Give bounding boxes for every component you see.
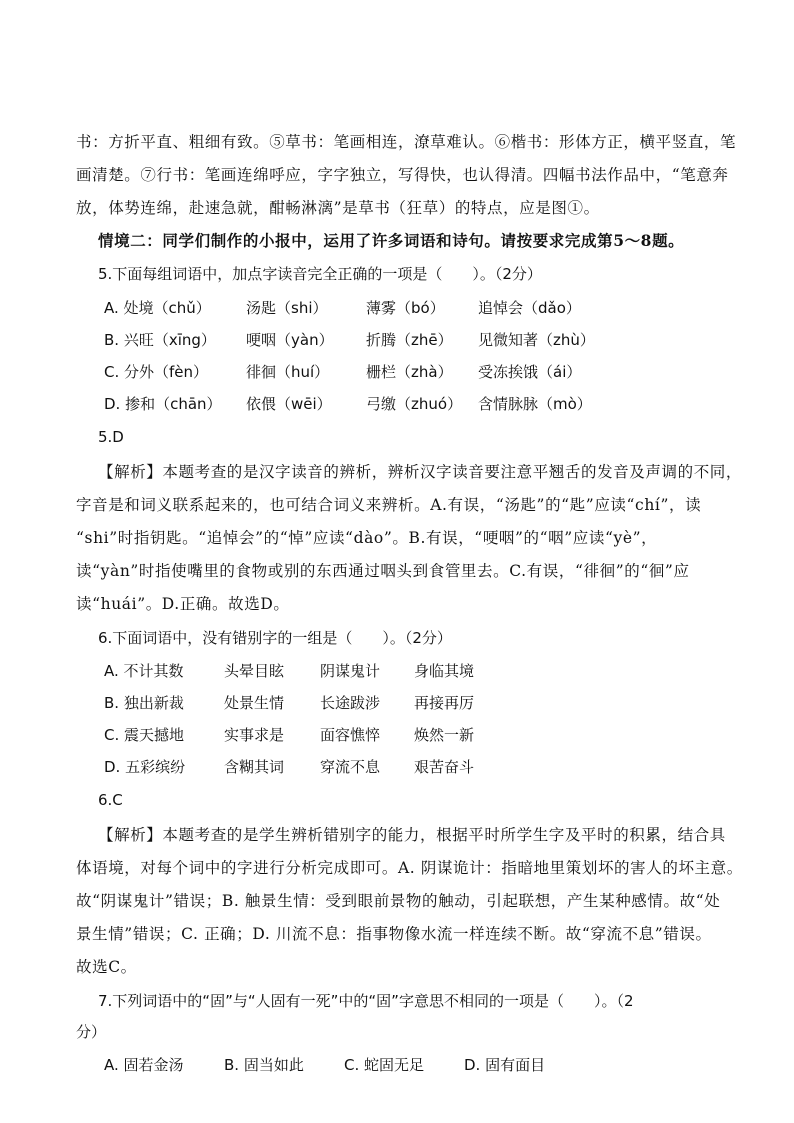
option-item: 再接再厉 [414, 694, 475, 712]
option-item: 身临其境 [414, 662, 475, 680]
option-item: 薄雾（bó） [366, 299, 445, 317]
option-item: 受冻挨饿（ái） [478, 363, 582, 381]
question-7-stem-cont: 分） [76, 1023, 107, 1041]
option-a-item: A. 不计其数 [104, 662, 184, 680]
analysis-line: 【解析】本题考查的是汉字读音的辨析，辨析汉字读音要注意平翘舌的发音及声调的不同， [98, 463, 743, 481]
option-item: 弓缴（zhuó） [366, 395, 463, 413]
option-c-item: C. 震天撼地 [104, 726, 185, 744]
option-item: 追悼会（dǎo） [478, 299, 581, 317]
option-c-item: C. 蛇固无足 [344, 1056, 425, 1074]
scene-heading: 情境二：同学们制作的小报中，运用了许多词语和诗句。请按要求完成第5～8题。 [98, 231, 685, 250]
analysis-line: 读“huái”。D.正确。故选D。 [76, 595, 290, 613]
option-item: 汤匙（shi） [246, 299, 328, 317]
paragraph-line: 画清楚。⑦行书：笔画连绵呼应，字字独立，写得快，也认得清。四幅书法作品中，“笔意奔 [76, 166, 729, 184]
option-item: 含糊其词 [224, 758, 285, 776]
option-d-item: D. 五彩缤纷 [104, 758, 186, 776]
question-5-stem: 5.下面每组词语中，加点字读音完全正确的一项是（ ）。（2分） [98, 265, 542, 283]
analysis-line: 体语境，对每个词中的字进行分析完成即可。A. 阴谋诡计：指暗地里策划坏的害人的坏主意。 [76, 859, 743, 877]
option-item: 头晕目眩 [224, 662, 285, 680]
option-item: 长途跋涉 [320, 694, 381, 712]
analysis-line: 【解析】本题考查的是学生辨析错别字的能力，根据平时所学生字及平时的积累，结合具 [98, 826, 726, 844]
option-item: 见微知著（zhù） [478, 331, 595, 349]
analysis-line: 故选C。 [76, 958, 137, 976]
option-b-item: B. 兴旺（xīng） [104, 331, 216, 349]
paragraph-line: 书：方折平直、粗细有致。⑤草书：笔画相连，潦草难认。⑥楷书：形体方正，横平竖直，笔 [76, 133, 737, 151]
option-item: 含情脉脉（mò） [478, 395, 592, 413]
option-item: 焕然一新 [414, 726, 475, 744]
option-item: 徘徊（huí） [246, 363, 330, 381]
option-item: 穿流不息 [320, 758, 381, 776]
option-b-item: B. 独出新裁 [104, 694, 184, 712]
option-d-item: D. 固有面目 [464, 1056, 546, 1074]
option-item: 哽咽（yàn） [246, 331, 334, 349]
option-b-item: B. 固当如此 [224, 1056, 304, 1074]
option-item: 实事求是 [224, 726, 285, 744]
option-item: 艰苦奋斗 [414, 758, 475, 776]
option-a-item: A. 固若金汤 [104, 1056, 184, 1074]
option-c-item: C. 分外（fèn） [104, 363, 209, 381]
answer-6: 6.C [98, 791, 123, 809]
question-6-stem: 6.下面词语中，没有错别字的一组是（ ）。（2分） [98, 629, 452, 647]
analysis-line: “shi”时指钥匙。“追悼会”的“悼”应读“dào”。B.有误，“哽咽”的“咽”应读“yè”， [76, 529, 658, 547]
paragraph-line: 放，体势连绵，赴速急就，酣畅淋漓”是草书（狂草）的特点，应是图①。 [76, 199, 600, 217]
analysis-line: 读“yàn”时指使嘴里的食物或别的东西通过咽头到食管里去。C.有误，“徘徊”的“徊”应 [76, 562, 690, 580]
option-item: 面容憔悴 [320, 726, 381, 744]
option-d-item: D. 掺和（chān） [104, 395, 222, 413]
option-item: 处景生情 [224, 694, 285, 712]
option-a-item: A. 处境（chǔ） [104, 299, 211, 317]
option-item: 依偎（wēi） [246, 395, 332, 413]
analysis-line: 字音是和词义联系起来的，也可结合词义来辨析。A.有误，“汤匙”的“匙”应读“chí”，读 [76, 496, 702, 514]
option-item: 折腾（zhē） [366, 331, 453, 349]
question-7-stem: 7.下列词语中的“固”与“人固有一死”中的“固”字意思不相同的一项是（ ）。（2 [98, 992, 634, 1010]
answer-5: 5.D [98, 428, 124, 446]
option-item: 栅栏（zhà） [366, 363, 453, 381]
analysis-line: 故“阴谋鬼计”错误；B. 触景生情：受到眼前景物的触动，引起联想，产生某种感情。故“处 [76, 892, 721, 910]
option-item: 阴谋鬼计 [320, 662, 381, 680]
analysis-line: 景生情”错误；C. 正确；D. 川流不息：指事物像水流一样连续不断。故“穿流不息”错误。 [76, 925, 712, 943]
